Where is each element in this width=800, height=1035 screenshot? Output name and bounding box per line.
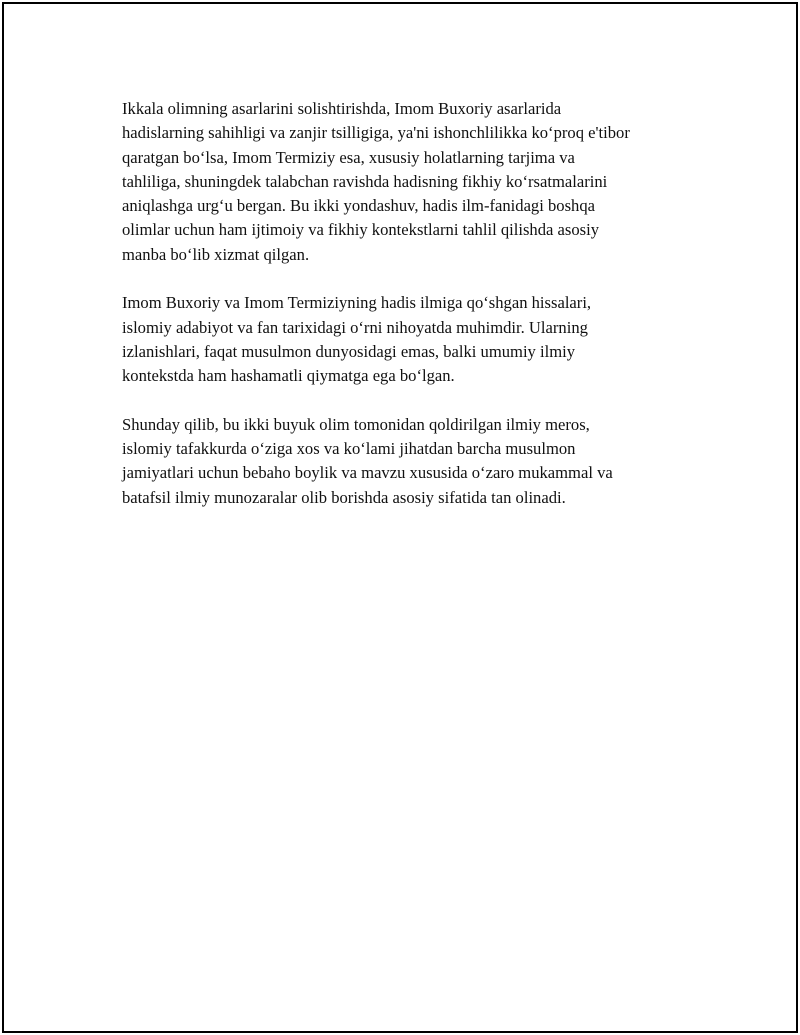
paragraph-line: tahliliga, shuningdek talabchan ravishda hadisning fikhiy koʻrsatmalarini — [122, 171, 608, 191]
paragraph-line: aniqlashga urgʻu bergan. Bu ikki yondashuv, hadis ilm-fanidagi boshqa — [122, 196, 595, 216]
paragraph-1 — [122, 97, 702, 267]
paragraph-line: islomiy tafakkurda oʻziga xos va koʻlami jihatdan barcha musulmon — [122, 439, 576, 459]
paragraph-line: Ikkala olimning asarlarini solishtirishda, Imom Buxoriy asarlarida — [122, 99, 562, 118]
paragraph-line: izlanishlari, faqat musulmon dunyosidagi emas, balki umumiy ilmiy — [122, 341, 576, 361]
paragraph-3 — [122, 413, 702, 510]
paragraph-line: Shunday qilib, bu ikki buyuk olim tomonidan qoldirilgan ilmiy meros, — [122, 414, 590, 434]
paragraph-line: kontekstda ham hashamatli qiymatga ega boʻlgan. — [122, 366, 455, 386]
paragraph-line: hadislarning sahihligi va zanjir tsilligiga, ya'ni ishonchlilikka koʻproq e'tibor — [122, 123, 630, 143]
paragraph-line: olimlar uchun ham ijtimoiy va fikhiy kontekstlarni tahlil qilishda asosiy — [122, 220, 600, 240]
paragraph-line: islomiy adabiyot va fan tarixidagi oʻrni nihoyatda muhimdir. Ularning — [122, 317, 588, 337]
page-border — [2, 2, 798, 1033]
document-body — [122, 97, 702, 534]
paragraph-line: qaratgan boʻlsa, Imom Termiziy esa, xususiy holatlarning tarjima va — [122, 147, 575, 167]
paragraph-line: batafsil ilmiy munozaralar olib borishda asosiy sifatida tan olinadi. — [122, 487, 566, 507]
paragraph-line: jamiyatlari uchun bebaho boylik va mavzu xususida oʻzaro mukammal va — [122, 463, 613, 483]
paragraph-2 — [122, 291, 702, 388]
paragraph-line: manba boʻlib xizmat qilgan. — [122, 244, 310, 264]
paragraph-line: Imom Buxoriy va Imom Termiziyning hadis ilmiga qoʻshgan hissalari, — [122, 293, 592, 313]
